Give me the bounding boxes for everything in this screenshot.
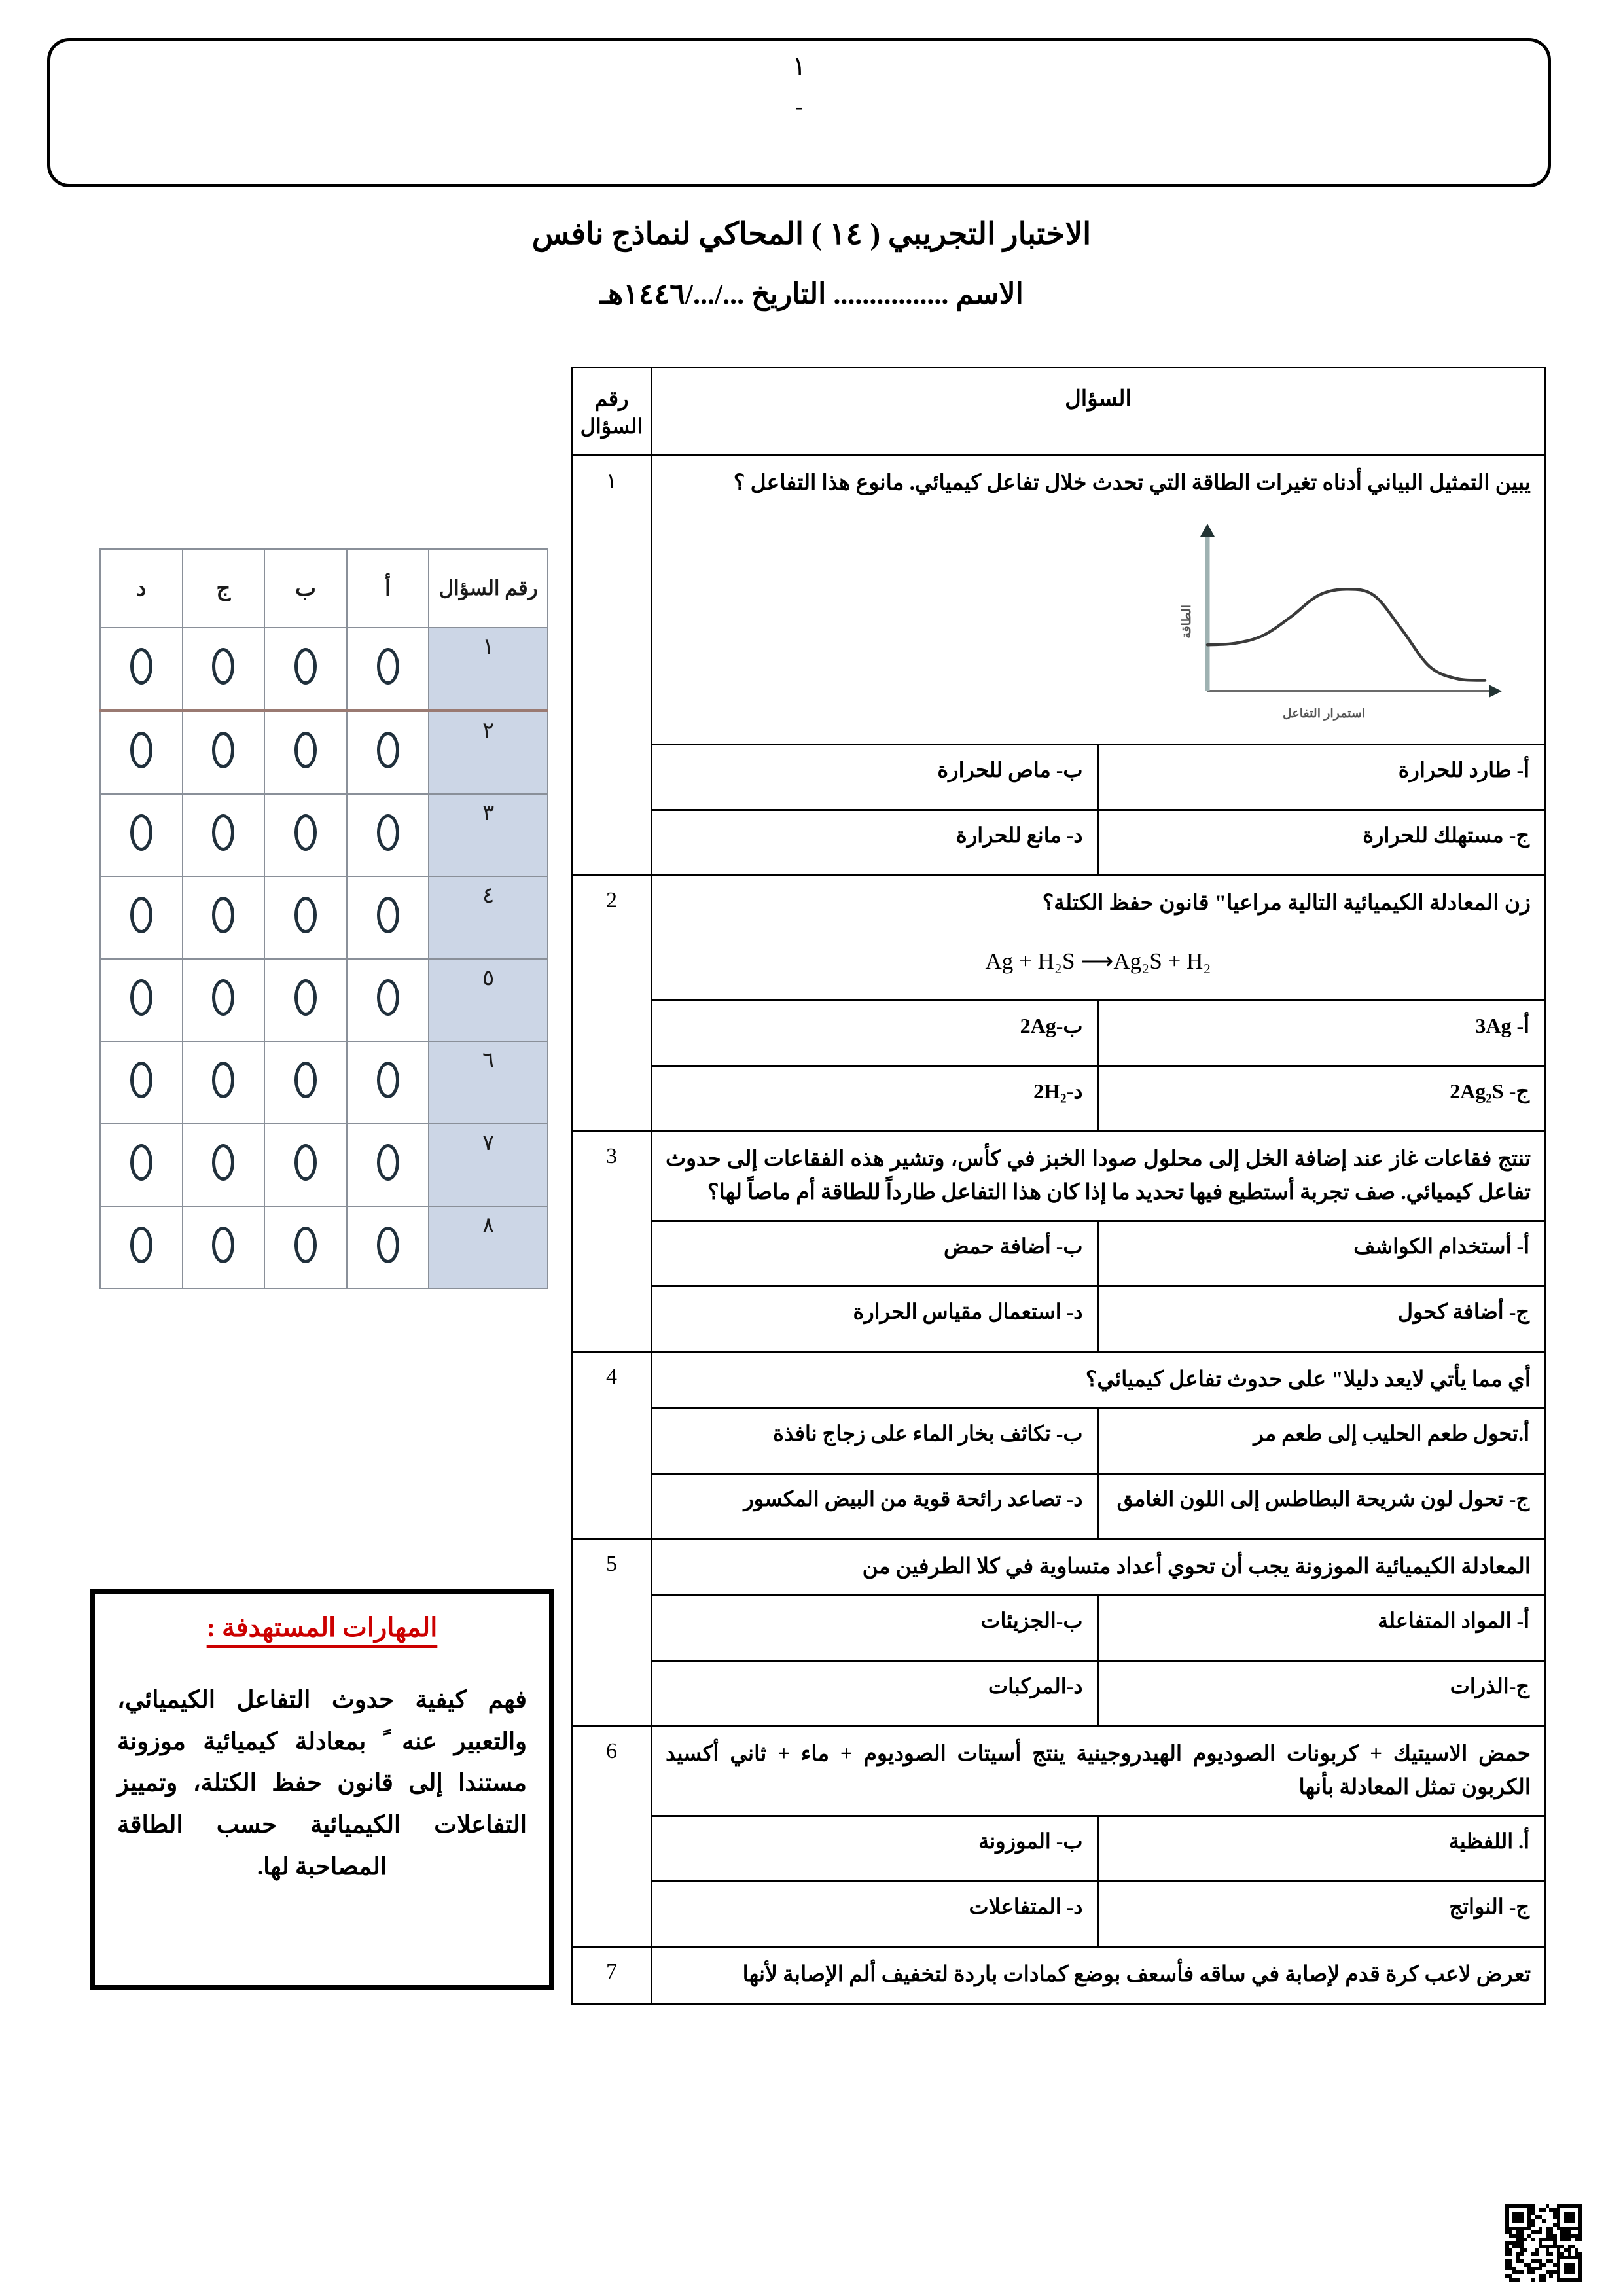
- bubble-icon: [212, 814, 234, 851]
- answer-bubble-٥-ب[interactable]: [264, 959, 347, 1041]
- option-cell[interactable]: ب- الموزونة: [652, 1816, 1099, 1882]
- header-box-line1: ١: [792, 51, 806, 81]
- answer-bubble-٧-د[interactable]: [100, 1124, 183, 1206]
- qr-module: [1575, 2278, 1579, 2282]
- answer-sheet-row-number: ٤: [429, 876, 548, 959]
- option-cell[interactable]: ج- 2Ag₂S: [1098, 1066, 1545, 1131]
- answer-sheet-column-header-د: د: [100, 549, 183, 628]
- option-cell[interactable]: د- تصاعد رائحة قوية من البيض المكسور: [652, 1473, 1099, 1539]
- bubble-icon: [130, 979, 152, 1016]
- page-title: الاختبار التجريبي ( ١٤ ) المحاكي لنماذج نافس: [531, 217, 1092, 251]
- answer-bubble-٦-ج[interactable]: [183, 1041, 265, 1124]
- bubble-icon: [294, 1144, 317, 1181]
- answer-sheet-row-number: ٧: [429, 1124, 548, 1206]
- option-cell[interactable]: د- المتفاعلات: [652, 1882, 1099, 1947]
- option-cell[interactable]: ب- ماص للحرارة: [652, 745, 1099, 810]
- option-cell[interactable]: ب- أضافة حمض: [652, 1221, 1099, 1286]
- answer-bubble-٥-أ[interactable]: [347, 959, 429, 1041]
- answer-bubble-٨-أ[interactable]: [347, 1206, 429, 1289]
- bubble-icon: [212, 732, 234, 768]
- bubble-icon: [212, 648, 234, 685]
- question-number: 2: [572, 876, 652, 1131]
- qr-module: [1505, 2278, 1509, 2282]
- option-cell[interactable]: ب- تكاثف بخار الماء على زجاج نافذة: [652, 1408, 1099, 1473]
- question-text: يبين التمثيل البياني أدناه تغيرات الطاقة التي تحدث خلال تفاعل كيميائي. مانوع هذا التفاعل ؟: [733, 471, 1531, 495]
- answer-bubble-٨-ب[interactable]: [264, 1206, 347, 1289]
- question-text: تعرض لاعب كرة قدم لإصابة في ساقه فأسعف بوضع كمادات باردة لتخفيف ألم الإصابة لأنها: [742, 1963, 1531, 1987]
- bubble-icon: [130, 732, 152, 768]
- bubble-icon: [294, 814, 317, 851]
- title-block: [0, 216, 1623, 311]
- bubble-icon: [377, 732, 399, 768]
- answer-sheet-column-header-أ: أ: [347, 549, 429, 628]
- question-text: أي مما يأتي لايعد دليلا" على حدوث تفاعل كيميائي؟: [1085, 1367, 1531, 1391]
- bubble-icon: [377, 897, 399, 933]
- option-cell[interactable]: أ.تحول طعم الحليب إلى طعم مر: [1098, 1408, 1545, 1473]
- qr-module: [1542, 2278, 1546, 2282]
- answer-bubble-٦-د[interactable]: [100, 1041, 183, 1124]
- name-date-line: الاسم ................ التاريخ .../.../١٤٤٦هـ: [599, 278, 1024, 311]
- y-axis-arrow-icon: [1200, 524, 1215, 537]
- question-row: [572, 456, 1545, 745]
- bubble-icon: [294, 648, 317, 685]
- header-box: [47, 38, 1551, 187]
- answer-sheet-row-number: ١: [429, 628, 548, 711]
- answer-bubble-٣-ج[interactable]: [183, 794, 265, 876]
- qr-module: [1539, 2278, 1543, 2282]
- answer-sheet-number-header: رقم السؤال: [429, 549, 548, 628]
- question-number: 4: [572, 1352, 652, 1539]
- bubble-icon: [130, 814, 152, 851]
- answer-bubble-٥-ج[interactable]: [183, 959, 265, 1041]
- qr-module: [1516, 2278, 1520, 2282]
- option-cell[interactable]: د- استعمال مقياس الحرارة: [652, 1286, 1099, 1352]
- answer-bubble-٣-د[interactable]: [100, 794, 183, 876]
- answer-bubble-٢-ج[interactable]: [183, 711, 265, 794]
- answer-sheet-row: [100, 628, 548, 711]
- answer-sheet-row: [100, 794, 548, 876]
- bubble-icon: [212, 1144, 234, 1181]
- option-cell[interactable]: ج- تحول لون شريحة البطاطس إلى اللون الغامق: [1098, 1473, 1545, 1539]
- option-row: [572, 810, 1545, 876]
- question-text-cell: [652, 1947, 1545, 2003]
- bubble-icon: [130, 1144, 152, 1181]
- bubble-icon: [130, 648, 152, 685]
- question-row: [572, 1131, 1545, 1221]
- option-cell[interactable]: أ- طارد للحرارة: [1098, 745, 1545, 810]
- target-skills-text: فهم كيفية حدوث التفاعل الكيميائي، والتعبير عنه ً بمعادلة كيميائية موزونة مستندا إلى قانون حفظ الكتلة، وتمييز التفاعلات الكيميائية حسب الطاقة المصاحبة لها.: [117, 1687, 527, 1880]
- answer-bubble-١-أ[interactable]: [347, 628, 429, 711]
- bubble-icon: [377, 1144, 399, 1181]
- option-cell[interactable]: ج-الذرات: [1098, 1661, 1545, 1727]
- answer-bubble-٧-ب[interactable]: [264, 1124, 347, 1206]
- option-row: [572, 1221, 1545, 1286]
- qr-code: [1505, 2204, 1582, 2282]
- option-row: [572, 1066, 1545, 1131]
- question-row: [572, 1947, 1545, 2003]
- question-text: حمض الاسيتيك + كربونات الصوديوم الهيدروجينية ينتج أسيتات الصوديوم + ماء + ثاني أكسيد الكربون تمثل المعادلة بأنها: [666, 1742, 1531, 1800]
- answer-sheet-row: [100, 711, 548, 794]
- header-box-line2: -: [795, 95, 803, 119]
- question-number: 6: [572, 1727, 652, 1947]
- qr-module: [1520, 2278, 1524, 2282]
- energy-reaction-chart: [1145, 517, 1511, 733]
- question-row: [572, 876, 1545, 1000]
- bubble-icon: [377, 1062, 399, 1098]
- answer-bubble-٣-أ[interactable]: [347, 794, 429, 876]
- option-cell[interactable]: ج- النواتج: [1098, 1882, 1545, 1947]
- answer-bubble-sheet: [99, 548, 548, 1289]
- question-text: زن المعادلة الكيميائية التالية مراعيا" قانون حفظ الكتلة؟: [1042, 891, 1531, 916]
- answer-bubble-٧-ج[interactable]: [183, 1124, 265, 1206]
- question-text-cell: [652, 1539, 1545, 1595]
- answer-bubble-٦-ب[interactable]: [264, 1041, 347, 1124]
- answer-sheet-row-number: ٢: [429, 711, 548, 794]
- bubble-icon: [130, 1227, 152, 1263]
- chart-holder: [1145, 517, 1511, 733]
- option-cell[interactable]: أ- 3Ag: [1098, 1000, 1545, 1066]
- question-row: [572, 1352, 1545, 1408]
- question-row: [572, 1539, 1545, 1595]
- option-row: [572, 1000, 1545, 1066]
- option-row: [572, 1596, 1545, 1661]
- question-text: تنتج فقاعات غاز عند إضافة الخل إلى محلول صودا الخبز في كأس، وتشير هذه الفقاعات إلى حدوث تفاعل كيميائي. صف تجربة أستطيع فيها تحديد ما إذا كان هذا التفاعل طارداً للطاقة أم ماصاً لها؟: [666, 1147, 1531, 1204]
- answer-sheet-column-header-ج: ج: [183, 549, 265, 628]
- bubble-icon: [130, 897, 152, 933]
- question-text-cell: [652, 456, 1545, 745]
- answer-bubble-٢-د[interactable]: [100, 711, 183, 794]
- bubble-icon: [377, 979, 399, 1016]
- qr-module: [1553, 2278, 1557, 2282]
- option-cell[interactable]: ب-2Ag: [652, 1000, 1099, 1066]
- option-row: [572, 1882, 1545, 1947]
- answer-sheet-row-number: ٥: [429, 959, 548, 1041]
- question-text-cell: [652, 1352, 1545, 1408]
- question-number: ١: [572, 456, 652, 876]
- option-cell[interactable]: د-المركبات: [652, 1661, 1099, 1727]
- qr-module: [1524, 2278, 1527, 2282]
- bubble-icon: [212, 979, 234, 1016]
- answer-bubble-١-ج[interactable]: [183, 628, 265, 711]
- question-number: 7: [572, 1947, 652, 2003]
- answer-bubble-٤-ج[interactable]: [183, 876, 265, 959]
- bubble-icon: [294, 897, 317, 933]
- bubble-icon: [377, 1227, 399, 1263]
- answer-sheet-row: [100, 959, 548, 1041]
- question-number: 3: [572, 1131, 652, 1352]
- option-cell[interactable]: ج- أضافة كحول: [1098, 1286, 1545, 1352]
- option-cell[interactable]: أ- المواد المتفاعلة: [1098, 1596, 1545, 1661]
- answer-sheet-row: [100, 1206, 548, 1289]
- target-skills-box: [90, 1589, 554, 1990]
- chart-x-axis-label: استمرار التفاعل: [1283, 707, 1366, 721]
- option-cell[interactable]: أ- أستخدام الكواشف: [1098, 1221, 1545, 1286]
- bubble-icon: [294, 732, 317, 768]
- question-table: [571, 367, 1546, 2005]
- option-cell[interactable]: ج- مستهلك للحرارة: [1098, 810, 1545, 876]
- answer-sheet-row-number: ٨: [429, 1206, 548, 1289]
- answer-bubble-٤-د[interactable]: [100, 876, 183, 959]
- option-row: [572, 1816, 1545, 1882]
- answer-sheet-row: [100, 1041, 548, 1124]
- answer-sheet-column-header-ب: ب: [264, 549, 347, 628]
- qr-module: [1535, 2278, 1539, 2282]
- answer-bubble-٦-أ[interactable]: [347, 1041, 429, 1124]
- qr-module: [1568, 2278, 1572, 2282]
- bubble-icon: [130, 1062, 152, 1098]
- option-cell[interactable]: أ. اللفظية: [1098, 1816, 1545, 1882]
- question-table-header-row: [572, 368, 1545, 456]
- question-text: المعادلة الكيميائية الموزونة يجب أن تحوي أعداد متساوية في كلا الطرفين من: [862, 1554, 1531, 1579]
- answer-bubble-٤-أ[interactable]: [347, 876, 429, 959]
- question-text-cell: [652, 1131, 1545, 1221]
- answer-bubble-١-د[interactable]: [100, 628, 183, 711]
- bubble-icon: [377, 648, 399, 685]
- qr-module: [1546, 2278, 1550, 2282]
- bubble-icon: [212, 1062, 234, 1098]
- qr-module: [1557, 2278, 1561, 2282]
- question-number: 5: [572, 1539, 652, 1726]
- option-row: [572, 1661, 1545, 1727]
- answer-sheet-row: [100, 1124, 548, 1206]
- qr-module: [1527, 2278, 1531, 2282]
- target-skills-title: المهارات المستهدفة :: [206, 1613, 438, 1642]
- option-cell[interactable]: ب-الجزيئات: [652, 1596, 1099, 1661]
- qr-module: [1560, 2278, 1564, 2282]
- answer-bubble-١-ب[interactable]: [264, 628, 347, 711]
- option-row: [572, 1408, 1545, 1473]
- option-cell[interactable]: د- مانع للحرارة: [652, 810, 1099, 876]
- answer-bubble-٣-ب[interactable]: [264, 794, 347, 876]
- answer-bubble-٨-ج[interactable]: [183, 1206, 265, 1289]
- qr-module: [1512, 2278, 1516, 2282]
- answer-bubble-٢-ب[interactable]: [264, 711, 347, 794]
- answer-sheet-row-number: ٣: [429, 794, 548, 876]
- bubble-icon: [212, 1227, 234, 1263]
- answer-sheet-header-row: [100, 549, 548, 628]
- question-text-cell: [652, 876, 1545, 1000]
- answer-bubble-٧-أ[interactable]: [347, 1124, 429, 1206]
- bubble-icon: [377, 814, 399, 851]
- option-row: [572, 1473, 1545, 1539]
- answer-bubble-٥-د[interactable]: [100, 959, 183, 1041]
- bubble-icon: [212, 897, 234, 933]
- option-cell[interactable]: د-2H₂: [652, 1066, 1099, 1131]
- qr-module: [1571, 2278, 1575, 2282]
- answer-sheet-row-number: ٦: [429, 1041, 548, 1124]
- question-row: [572, 1727, 1545, 1816]
- answer-sheet-row: [100, 876, 548, 959]
- option-row: [572, 745, 1545, 810]
- answer-bubble-٨-د[interactable]: [100, 1206, 183, 1289]
- answer-bubble-٤-ب[interactable]: [264, 876, 347, 959]
- bubble-icon: [294, 979, 317, 1016]
- qr-module: [1531, 2278, 1535, 2282]
- question-column-header: السؤال: [652, 368, 1545, 456]
- question-text-cell: [652, 1727, 1545, 1816]
- option-row: [572, 1286, 1545, 1352]
- chemical-equation: Ag + H₂S ⟶Ag₂S + H₂: [985, 948, 1211, 975]
- bubble-icon: [294, 1062, 317, 1098]
- qr-module: [1578, 2278, 1582, 2282]
- bubble-icon: [294, 1227, 317, 1263]
- chart-y-axis-label: الطاقة: [1180, 605, 1194, 639]
- qr-module: [1509, 2278, 1513, 2282]
- energy-curve: [1207, 589, 1485, 680]
- qr-module: [1549, 2278, 1553, 2282]
- question-number-column-header: رقم السؤال: [572, 368, 652, 456]
- x-axis-arrow-icon: [1489, 685, 1502, 698]
- answer-bubble-٢-أ[interactable]: [347, 711, 429, 794]
- qr-module: [1564, 2278, 1568, 2282]
